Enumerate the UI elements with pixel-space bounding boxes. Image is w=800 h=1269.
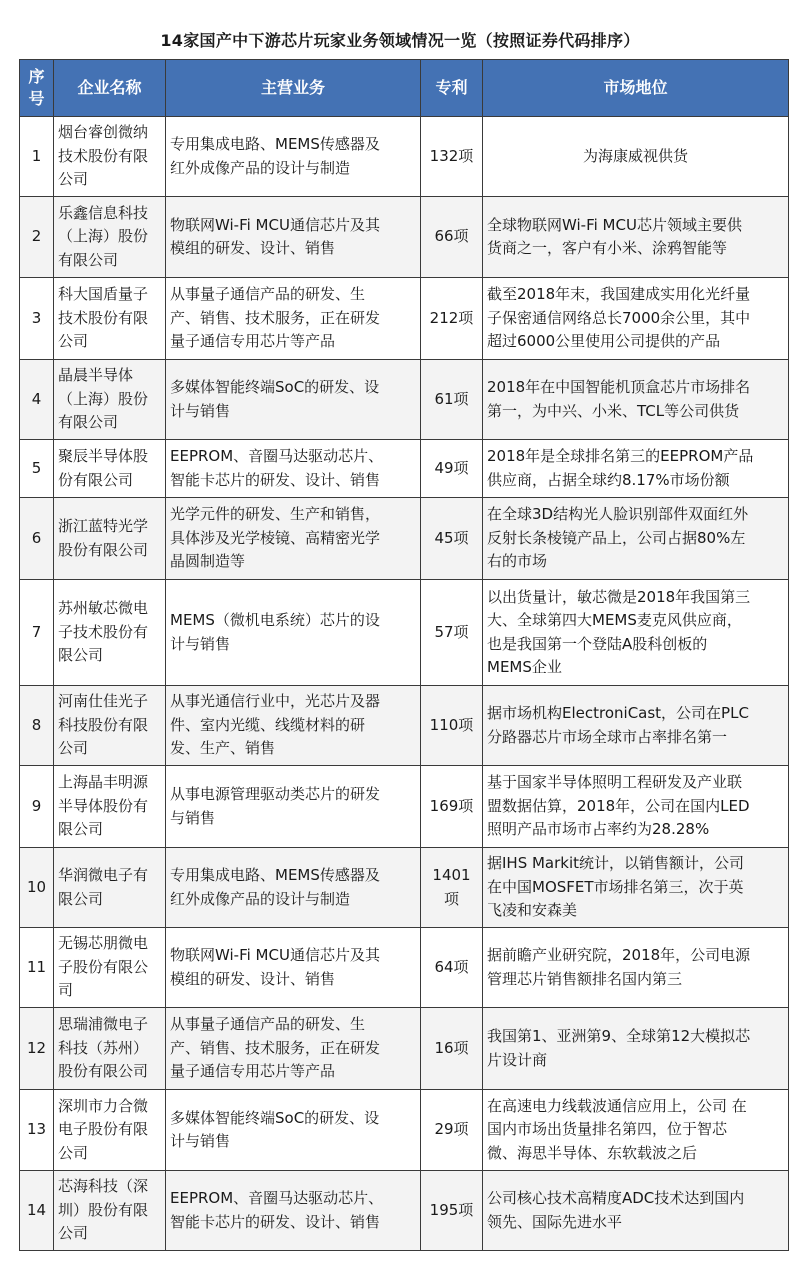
patent-count: 1401 项 xyxy=(421,848,483,928)
market-position: 据市场机构ElectroniCast，公司在PLC 分路器芯片市场全球市占率排名第一 xyxy=(483,686,789,766)
company-name: 烟台睿创微纳 技术股份有限 公司 xyxy=(54,117,166,197)
header-index: 序 号 xyxy=(20,60,54,117)
company-name: 科大国盾量子 技术股份有限 公司 xyxy=(54,278,166,360)
market-position: 我国第1、亚洲第9、全球第12大模拟芯 片设计商 xyxy=(483,1008,789,1090)
market-position: 为海康威视供货 xyxy=(483,117,789,197)
header-company: 企业名称 xyxy=(54,60,166,117)
patent-count: 212项 xyxy=(421,278,483,360)
market-position: 在全球3D结构光人脸识别部件双面红外 反射长条棱镜产品上，公司占据80%左 右的市场 xyxy=(483,498,789,580)
patent-count: 29项 xyxy=(421,1090,483,1171)
patent-count: 132项 xyxy=(421,117,483,197)
table-row xyxy=(20,928,789,1008)
row-index: 2 xyxy=(20,197,54,278)
row-index: 3 xyxy=(20,278,54,360)
market-position: 以出货量计，敏芯微是2018年我国第三 大、全球第四大MEMS麦克风供应商， 也是我国第一个登陆A股科创板的 MEMS企业 xyxy=(483,580,789,686)
table-row xyxy=(20,498,789,580)
table-row xyxy=(20,440,789,498)
company-name: 晶晨半导体 （上海）股份 有限公司 xyxy=(54,360,166,440)
main-business: 专用集成电路、MEMS传感器及 红外成像产品的设计与制造 xyxy=(166,117,421,197)
company-name: 聚辰半导体股 份有限公司 xyxy=(54,440,166,498)
row-index: 10 xyxy=(20,848,54,928)
main-business: EEPROM、音圈马达驱动芯片、 智能卡芯片的研发、设计、销售 xyxy=(166,1171,421,1251)
patent-count: 195项 xyxy=(421,1171,483,1251)
company-name: 乐鑫信息科技 （上海）股份 有限公司 xyxy=(54,197,166,278)
patent-count: 64项 xyxy=(421,928,483,1008)
main-business: 专用集成电路、MEMS传感器及 红外成像产品的设计与制造 xyxy=(166,848,421,928)
market-position: 基于国家半导体照明工程研发及产业联 盟数据估算，2018年，公司在国内LED 照明产品市场市占率约为28.28% xyxy=(483,766,789,848)
main-business: 物联网Wi-Fi MCU通信芯片及其 模组的研发、设计、销售 xyxy=(166,197,421,278)
row-index: 12 xyxy=(20,1008,54,1090)
row-index: 5 xyxy=(20,440,54,498)
table-row xyxy=(20,1008,789,1090)
patent-count: 61项 xyxy=(421,360,483,440)
table-row xyxy=(20,1171,789,1251)
main-business: 从事光通信行业中，光芯片及器 件、室内光缆、线缆材料的研 发、生产、销售 xyxy=(166,686,421,766)
company-name: 思瑞浦微电子 科技（苏州） 股份有限公司 xyxy=(54,1008,166,1090)
row-index: 11 xyxy=(20,928,54,1008)
patent-count: 16项 xyxy=(421,1008,483,1090)
row-index: 7 xyxy=(20,580,54,686)
company-name: 华润微电子有 限公司 xyxy=(54,848,166,928)
company-name: 上海晶丰明源 半导体股份有 限公司 xyxy=(54,766,166,848)
row-index: 6 xyxy=(20,498,54,580)
table-row xyxy=(20,197,789,278)
table-row xyxy=(20,686,789,766)
market-position: 截至2018年末，我国建成实用化光纤量 子保密通信网络总长7000余公里，其中 超过6000公里使用公司提供的产品 xyxy=(483,278,789,360)
main-business: 光学元件的研发、生产和销售， 具体涉及光学棱镜、高精密光学 晶圆制造等 xyxy=(166,498,421,580)
market-position: 据IHS Markit统计，以销售额计，公司 在中国MOSFET市场排名第三，次于英 飞凌和安森美 xyxy=(483,848,789,928)
table-header-row xyxy=(20,60,789,117)
market-position: 据前瞻产业研究院，2018年，公司电源 管理芯片销售额排名国内第三 xyxy=(483,928,789,1008)
company-name: 深圳市力合微 电子股份有限 公司 xyxy=(54,1090,166,1171)
market-position: 全球物联网Wi-Fi MCU芯片领域主要供 货商之一，客户有小米、涂鸦智能等 xyxy=(483,197,789,278)
row-index: 9 xyxy=(20,766,54,848)
company-name: 无锡芯朋微电 子股份有限公 司 xyxy=(54,928,166,1008)
table-row xyxy=(20,766,789,848)
main-business: 多媒体智能终端SoC的研发、设 计与销售 xyxy=(166,1090,421,1171)
patent-count: 169项 xyxy=(421,766,483,848)
company-name: 浙江蓝特光学 股份有限公司 xyxy=(54,498,166,580)
main-business: MEMS（微机电系统）芯片的设 计与销售 xyxy=(166,580,421,686)
main-business: 物联网Wi-Fi MCU通信芯片及其 模组的研发、设计、销售 xyxy=(166,928,421,1008)
row-index: 1 xyxy=(20,117,54,197)
patent-count: 57项 xyxy=(421,580,483,686)
header-business: 主营业务 xyxy=(166,60,421,117)
table-row xyxy=(20,848,789,928)
market-position: 在高速电力线载波通信应用上，公司 在 国内市场出货量排名第四，位于智芯 微、海思半导体、东软载波之后 xyxy=(483,1090,789,1171)
row-index: 13 xyxy=(20,1090,54,1171)
row-index: 4 xyxy=(20,360,54,440)
row-index: 14 xyxy=(20,1171,54,1251)
chip-companies-table xyxy=(19,59,789,1251)
table-row xyxy=(20,1090,789,1171)
company-name: 苏州敏芯微电 子技术股份有 限公司 xyxy=(54,580,166,686)
table-row xyxy=(20,278,789,360)
main-business: 从事量子通信产品的研发、生 产、销售、技术服务，正在研发 量子通信专用芯片等产品 xyxy=(166,278,421,360)
market-position: 2018年是全球排名第三的EEPROM产品 供应商，占据全球约8.17%市场份额 xyxy=(483,440,789,498)
patent-count: 45项 xyxy=(421,498,483,580)
main-business: EEPROM、音圈马达驱动芯片、 智能卡芯片的研发、设计、销售 xyxy=(166,440,421,498)
row-index: 8 xyxy=(20,686,54,766)
patent-count: 110项 xyxy=(421,686,483,766)
table-title: 14家国产中下游芯片玩家业务领域情况一览（按照证券代码排序） xyxy=(160,31,640,50)
main-business: 从事电源管理驱动类芯片的研发 与销售 xyxy=(166,766,421,848)
main-business: 多媒体智能终端SoC的研发、设 计与销售 xyxy=(166,360,421,440)
market-position: 2018年在中国智能机顶盒芯片市场排名 第一，为中兴、小米、TCL等公司供货 xyxy=(483,360,789,440)
table-row xyxy=(20,580,789,686)
header-patents: 专利 xyxy=(421,60,483,117)
main-business: 从事量子通信产品的研发、生 产、销售、技术服务，正在研发 量子通信专用芯片等产品 xyxy=(166,1008,421,1090)
table-row xyxy=(20,360,789,440)
table-row xyxy=(20,117,789,197)
header-market: 市场地位 xyxy=(483,60,789,117)
patent-count: 49项 xyxy=(421,440,483,498)
company-name: 河南仕佳光子 科技股份有限 公司 xyxy=(54,686,166,766)
patent-count: 66项 xyxy=(421,197,483,278)
market-position: 公司核心技术高精度ADC技术达到国内 领先、国际先进水平 xyxy=(483,1171,789,1251)
company-name: 芯海科技（深 圳）股份有限 公司 xyxy=(54,1171,166,1251)
